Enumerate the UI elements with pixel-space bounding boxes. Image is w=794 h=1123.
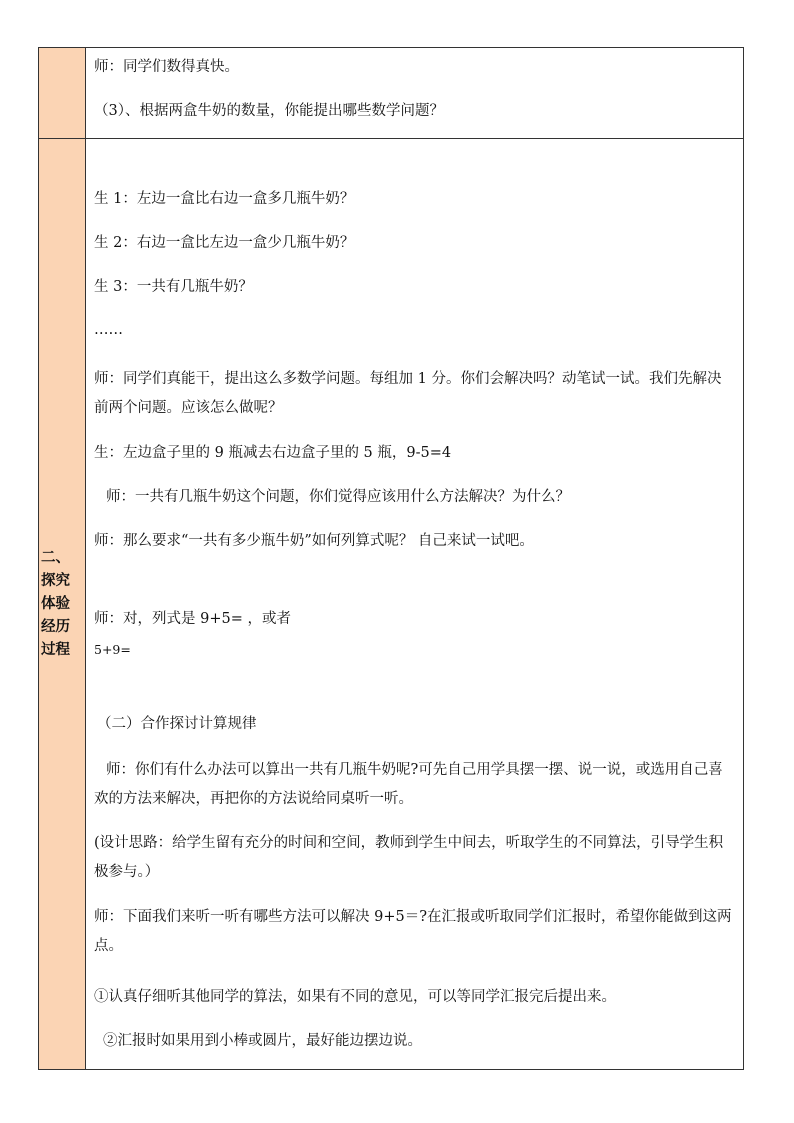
student-answer: 生：左边盒子里的 9 瓶减去右边盒子里的 5 瓶，9-5=4 xyxy=(94,445,452,461)
student-answer: 生 1：左边一盒比右边一盒多几瓶牛奶？ xyxy=(94,191,355,207)
text-line: 师：同学们数得真快。 xyxy=(94,59,239,75)
content-cell xyxy=(87,48,743,138)
section-label xyxy=(41,547,85,662)
list-item: ②汇报时如果用到小棒或圆片，最好能边摆边说。 xyxy=(103,1033,422,1049)
section-label-line: 经历 xyxy=(41,619,70,635)
teacher-line: 师：对，列式是 9+5= ，或者 xyxy=(94,611,291,627)
teacher-line: 师：下面我们来听一听有哪些方法可以解决 9+5＝?在汇报或听取同学们汇报时，希望你能做到这两点。 xyxy=(94,909,732,954)
content-cell xyxy=(87,139,743,1069)
student-answer: 生 2：右边一盒比左边一盒少几瓶牛奶？ xyxy=(94,235,355,251)
section-label-line: 过程 xyxy=(41,642,70,658)
section-label-line: 体验 xyxy=(41,596,70,612)
section-heading: （二）合作探讨计算规律 xyxy=(97,716,257,732)
teacher-line: 师：一共有几瓶牛奶这个问题，你们觉得应该用什么方法解决？为什么？ xyxy=(106,489,570,505)
list-item: ①认真仔细听其他同学的算法，如果有不同的意见，可以等同学汇报完后提出来。 xyxy=(94,989,616,1005)
section-label-cell xyxy=(39,48,86,138)
ellipsis: …… xyxy=(94,322,123,338)
student-answer: 生 3：一共有几瓶牛奶？ xyxy=(94,279,253,295)
teacher-line: 师：那么要求“一共有多少瓶牛奶”如何列算式呢？ 自己来试一试吧。 xyxy=(94,533,534,549)
table-row xyxy=(38,138,744,1070)
table-row xyxy=(38,47,744,139)
text-line: （3）、根据两盒牛奶的数量，你能提出哪些数学问题？ xyxy=(94,103,444,119)
section-label-line: 探究 xyxy=(41,573,70,589)
section-label-line: 二、 xyxy=(41,550,70,566)
teacher-line: 师：同学们真能干，提出这么多数学问题。每组加 1 分。你们会解决吗？动笔试一试。我们先解决前两个问题。应该怎么做呢？ xyxy=(94,371,722,416)
design-note: (设计思路：给学生留有充分的时间和空间，教师到学生中间去，听取学生的不同算法，引导学生积极参与。） xyxy=(94,835,724,880)
equation: 5+9= xyxy=(94,642,131,657)
teacher-line: 师：你们有什么办法可以算出一共有几瓶牛奶呢?可先自己用学具摆一摆、说一说，或选用自己喜欢的方法来解决，再把你的方法说给同桌听一听。 xyxy=(94,762,723,807)
section-label-cell xyxy=(39,139,86,1069)
